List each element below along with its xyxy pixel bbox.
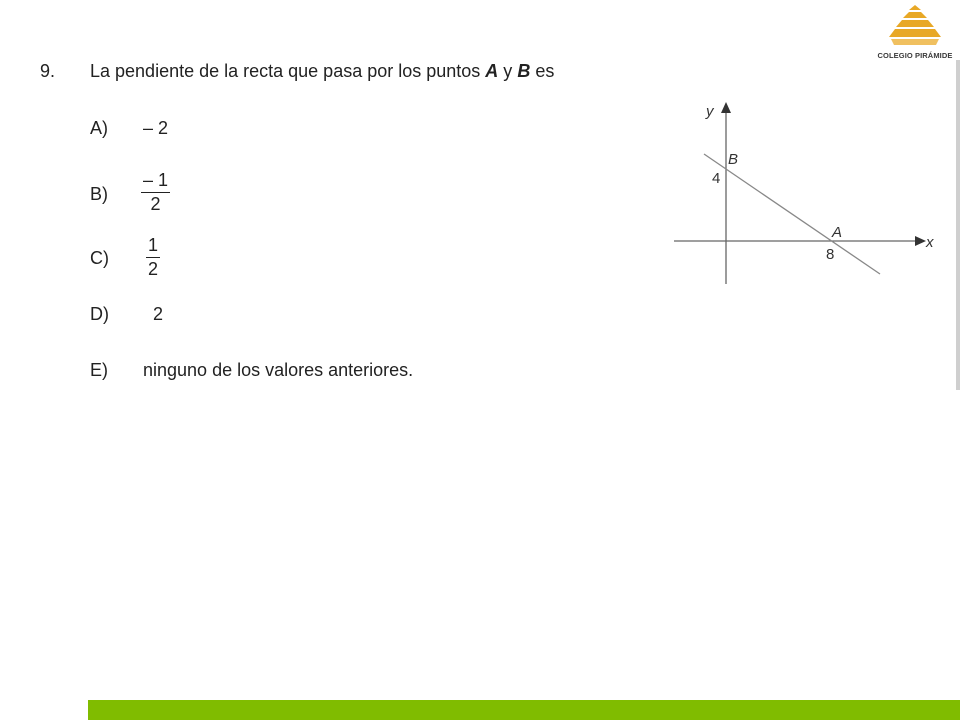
right-edge-strip (956, 60, 960, 390)
option-b-numerator: – 1 (141, 170, 170, 193)
x-intercept-label: 8 (826, 246, 835, 263)
option-c-numerator: 1 (146, 235, 160, 258)
option-d-value: 2 (153, 304, 164, 324)
option-a-letter: A) (90, 118, 108, 138)
question-text (90, 61, 554, 82)
x-axis-label: x (926, 234, 934, 251)
option-b-fraction (141, 170, 170, 215)
y-axis-label: y (706, 103, 714, 120)
line-graph-svg (668, 96, 948, 296)
question-connector: y (498, 61, 518, 81)
y-axis-arrow-icon (721, 102, 731, 113)
x-axis-arrow-icon (915, 236, 926, 246)
option-c-denominator: 2 (148, 259, 159, 279)
point-a-label: A (832, 224, 843, 241)
footer-accent-bar (88, 700, 960, 720)
school-logo (872, 4, 958, 62)
option-c-fraction (146, 235, 160, 280)
option-c-letter: C) (90, 248, 109, 268)
point-b-label: B (728, 151, 739, 168)
question-number: 9. (40, 61, 56, 81)
question-text-suffix: es (530, 61, 555, 81)
line-through-a-b (704, 154, 880, 274)
question-text-prefix: La pendiente de la recta que pasa por los puntos (90, 61, 486, 81)
question-point-b: B (517, 61, 531, 81)
option-b-letter: B) (90, 184, 108, 204)
option-a-value: – 2 (143, 118, 169, 138)
y-intercept-label: 4 (712, 170, 721, 187)
option-e-letter: E) (90, 360, 108, 380)
line-graph (668, 96, 948, 301)
pyramid-icon (888, 4, 942, 50)
question-point-a: A (485, 61, 499, 81)
logo-text: COLEGIO PIRÁMIDE (877, 51, 953, 60)
option-e-value: ninguno de los valores anteriores. (143, 360, 414, 380)
option-b-denominator: 2 (150, 194, 161, 214)
option-d-letter: D) (90, 304, 109, 324)
